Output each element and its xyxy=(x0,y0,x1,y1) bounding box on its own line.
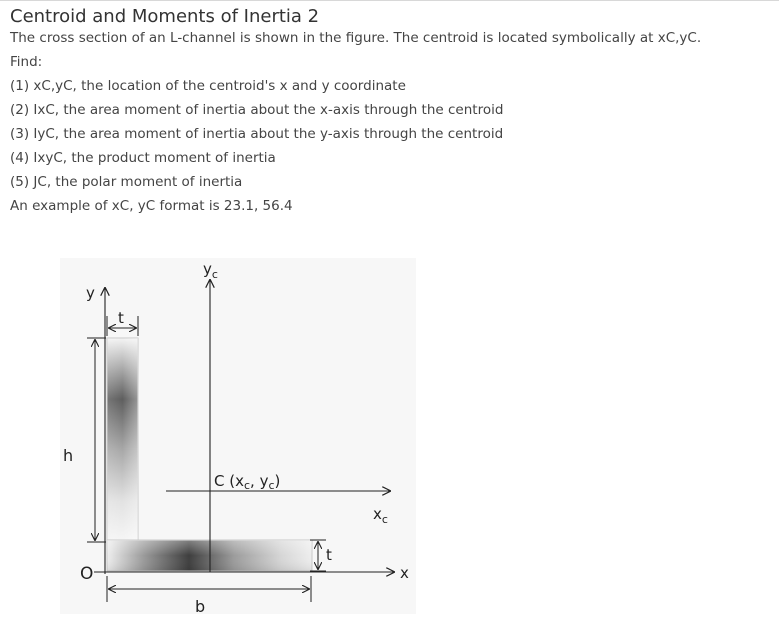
height-label: h xyxy=(63,446,74,465)
format-example: An example of xC, yC format is 23.1, 56.4 xyxy=(10,198,293,214)
find-item-4: (4) IxyC, the product moment of inertia xyxy=(10,150,276,166)
centroid-sub-y: c xyxy=(268,479,275,492)
problem-description: The cross section of an L-channel is shown in the figure. The centroid is located symbolically at xC,yC. xyxy=(10,30,702,46)
origin-label: O xyxy=(80,564,94,584)
centroid-suffix: ) xyxy=(274,472,281,490)
centroid-mid: , y xyxy=(250,472,269,490)
xc-sub: c xyxy=(381,513,388,526)
x-axis-label: x xyxy=(400,564,409,582)
top-divider xyxy=(0,0,779,1)
problem-title: Centroid and Moments of Inertia 2 xyxy=(10,6,320,27)
centroid-prefix: C (x xyxy=(214,472,244,490)
find-item-2: (2) IxC, the area moment of inertia about the x-axis through the centroid xyxy=(10,102,504,118)
vertical-thickness-label: t xyxy=(118,309,124,327)
l-channel-diagram xyxy=(60,258,416,614)
y-axis-label: y xyxy=(86,284,95,302)
yc-sub: c xyxy=(211,268,218,281)
find-item-3: (3) IyC, the area moment of inertia about the y-axis through the centroid xyxy=(10,126,504,142)
xc-main: x xyxy=(373,505,382,523)
centroid-sub-x: c xyxy=(243,479,251,492)
horizontal-thickness-label: t xyxy=(326,546,332,564)
find-label: Find: xyxy=(10,54,43,70)
find-item-1: (1) xC,yC, the location of the centroid's x and y coordinate xyxy=(10,78,406,94)
yc-main: y xyxy=(203,260,212,278)
vertical-flange xyxy=(107,338,138,542)
width-label: b xyxy=(195,597,206,614)
l-channel-figure xyxy=(60,258,416,614)
find-item-5: (5) JC, the polar moment of inertia xyxy=(10,174,243,190)
